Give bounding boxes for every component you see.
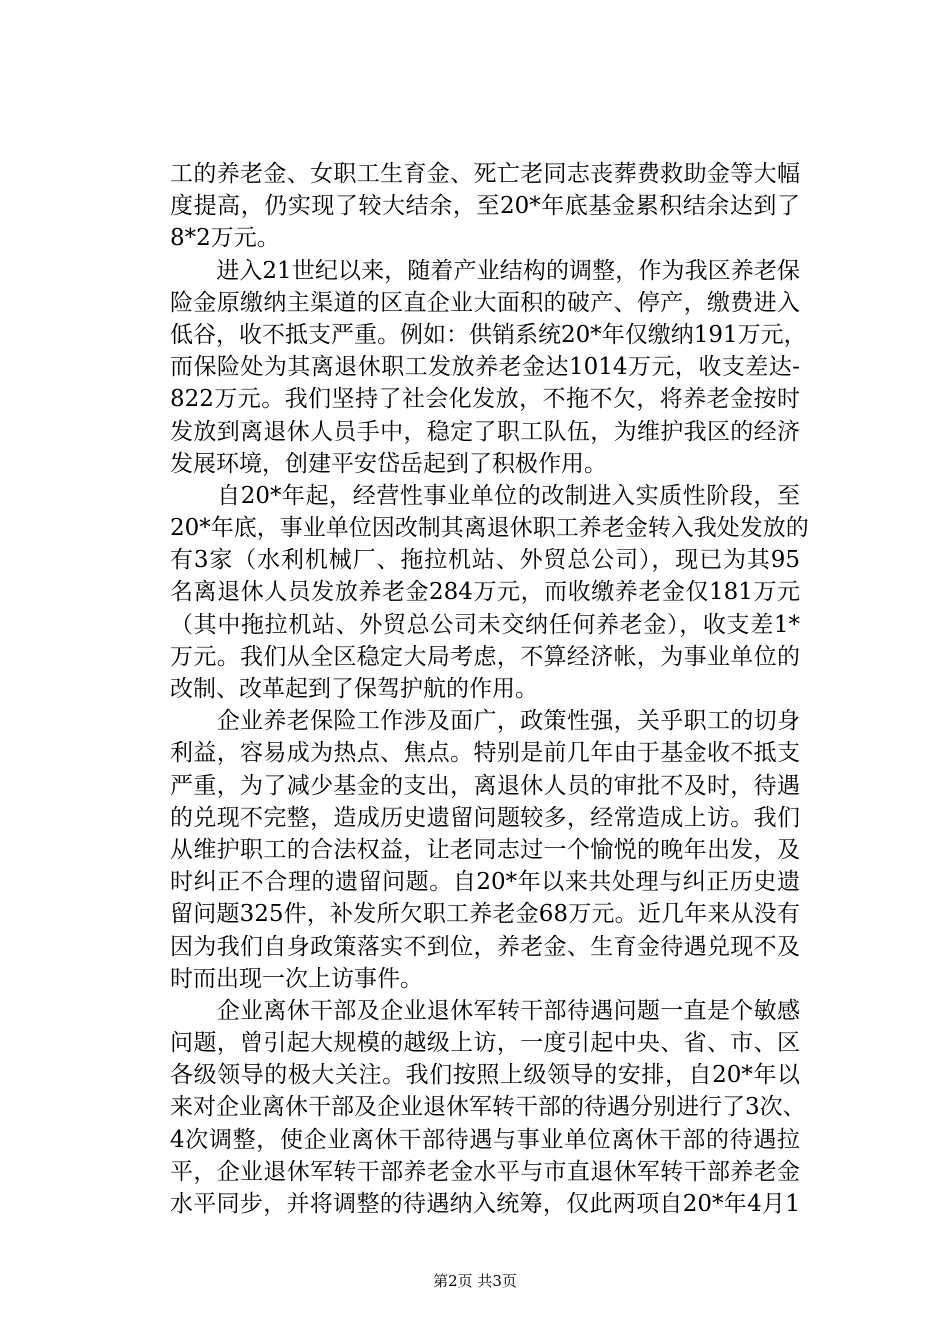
text-line: 改制、改革起到了保驾护航的作用。 xyxy=(170,676,538,702)
text-line: 企业离休干部及企业退休军转干部待遇问题一直是个敏感 xyxy=(170,997,800,1024)
text-line: 利益，容易成为热点、焦点。特别是前几年由于基金收不抵支 xyxy=(170,740,800,767)
text-line: 进入21世纪以来，随着产业结构的调整，作为我区养老保 xyxy=(170,257,800,284)
text-line: 各级领导的极大关注。我们按照上级领导的安排，自20*年以 xyxy=(170,1062,800,1089)
document-body xyxy=(170,158,809,1220)
text-line: 8*2万元。 xyxy=(170,225,280,252)
text-line: 来对企业离休干部及企业退休军转干部的待遇分别进行了3次、 xyxy=(170,1094,806,1121)
text-line: 问题，曾引起大规模的越级上访，一度引起中央、省、市、区 xyxy=(170,1030,800,1057)
text-line: 4次调整，使企业离休干部待遇与事业单位离休干部的待遇拉 xyxy=(170,1126,800,1153)
text-line: 的兑现不完整，造成历史遗留问题较多，经常造成上访。我们 xyxy=(170,804,800,831)
text-line: 而保险处为其离退休职工发放养老金达1014万元，收支差达- xyxy=(170,354,800,381)
text-line: 度提高，仍实现了较大结余，至20*年底基金累积结余达到了 xyxy=(170,193,800,220)
text-line: 发放到离退休人员手中，稳定了职工队伍，为维护我区的经济 xyxy=(170,418,800,445)
text-line: 留问题325件，补发所欠职工养老金68万元。近几年来从没有 xyxy=(170,901,800,928)
text-line: 万元。我们从全区稳定大局考虑，不算经济帐，为事业单位的 xyxy=(170,643,800,670)
text-line: 平，企业退休军转干部养老金水平与市直退休军转干部养老金 xyxy=(170,1158,800,1185)
text-line: 822万元。我们坚持了社会化发放，不拖不欠，将养老金按时 xyxy=(170,386,800,413)
text-line: 工的养老金、女职工生育金、死亡老同志丧葬费救助金等大幅 xyxy=(170,161,800,187)
text-line: 企业养老保险工作涉及面广，政策性强，关乎职工的切身 xyxy=(170,708,800,735)
text-line: 有3家（水利机械厂、拖拉机站、外贸总公司），现已为其95 xyxy=(170,547,800,574)
text-line: 时而出现一次上访事件。 xyxy=(170,965,423,992)
text-line: 因为我们自身政策落实不到位，养老金、生育金待遇兑现不及 xyxy=(170,933,800,960)
text-line: 名离退休人员发放养老金284万元，而收缴养老金仅181万元 xyxy=(170,579,800,606)
text-line: 严重，为了减少基金的支出，离退休人员的审批不及时，待遇 xyxy=(170,772,800,799)
text-line: 发展环境，创建平安岱岳起到了积极作用。 xyxy=(170,450,607,477)
text-line: 时纠正不合理的遗留问题。自20*年以来共处理与纠正历史遗 xyxy=(170,869,800,896)
text-line: 自20*年起，经营性事业单位的改制进入实质性阶段，至 xyxy=(170,482,800,509)
text-line: 险金原缴纳主渠道的区直企业大面积的破产、停产，缴费进入 xyxy=(170,289,800,316)
text-line: 20*年底，事业单位因改制其离退休职工养老金转入我处发放的 xyxy=(170,515,809,542)
text-line: （其中拖拉机站、外贸总公司未交纳任何养老金），收支差1* xyxy=(170,611,800,638)
text-line: 低谷，收不抵支严重。例如：供销系统20*年仅缴纳191万元， xyxy=(170,321,807,348)
text-line: 从维护职工的合法权益，让老同志过一个愉悦的晚年出发，及 xyxy=(170,836,800,863)
page-footer: 第2页 共3页 xyxy=(433,1272,517,1290)
text-line: 水平同步，并将调整的待遇纳入统筹，仅此两项自20*年4月1 xyxy=(170,1191,800,1217)
